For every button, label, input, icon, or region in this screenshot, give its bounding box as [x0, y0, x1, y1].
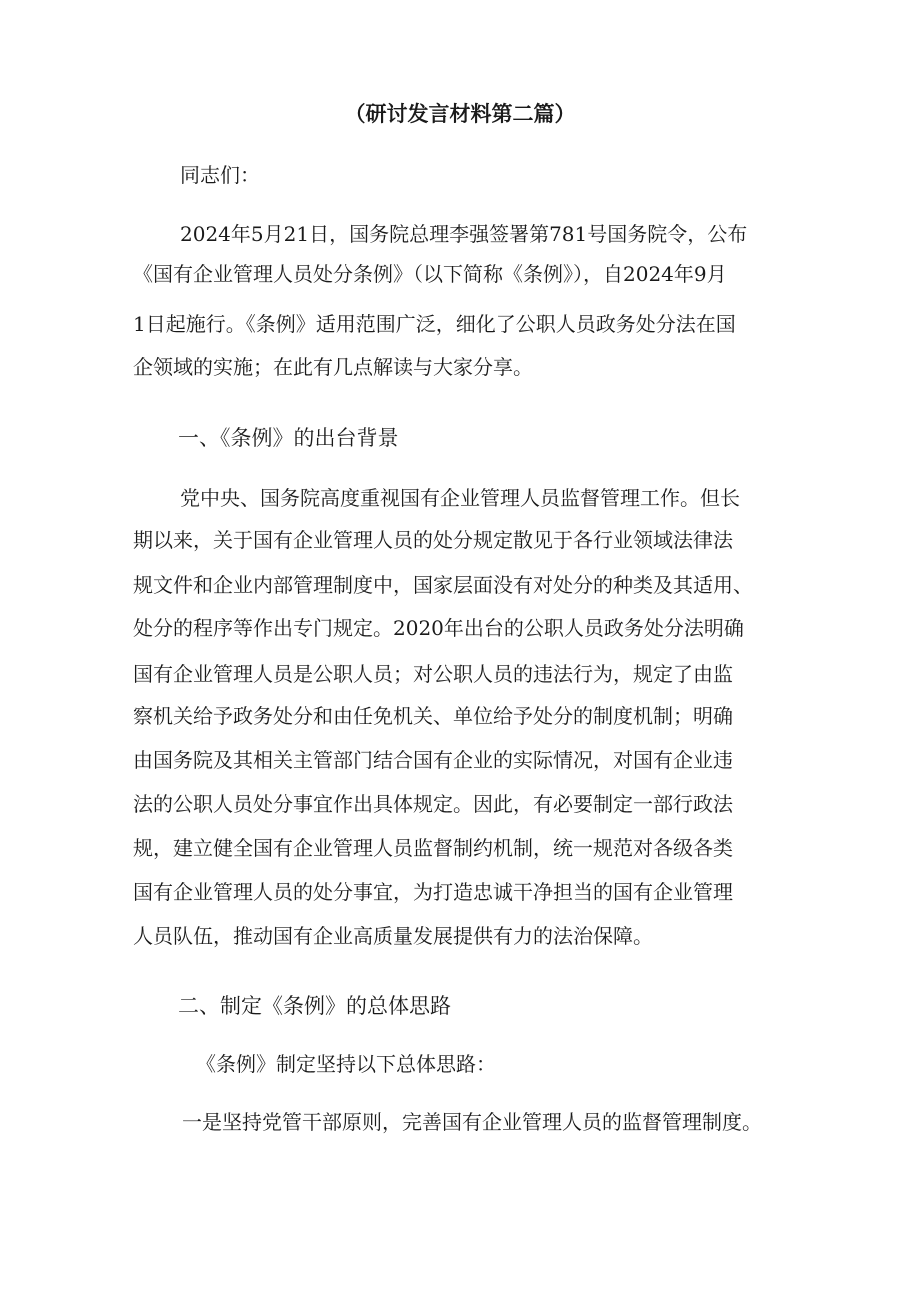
document-title: （研讨发言材料第二篇） [344, 102, 576, 126]
section1-line: 处分的程序等作出专门规定。2020年出台的公职人员政务处分法明确 [133, 616, 744, 640]
section1-line: 党中央、国务院高度重视国有企业管理人员监督管理工作。但长 [180, 486, 740, 510]
section1-line: 由国务院及其相关主管部门结合国有企业的实际情况，对国有企业违 [133, 748, 733, 772]
intro-line: 企领域的实施；在此有几点解读与大家分享。 [133, 355, 533, 379]
salutation: 同志们： [180, 163, 260, 187]
section-heading: 一、《条例》的出台背景 [178, 426, 399, 450]
section1-line: 察机关给予政务处分和由任免机关、单位给予处分的制度机制；明确 [133, 704, 733, 728]
section1-line: 法的公职人员处分事宜作出具体规定。因此，有必要制定一部行政法 [133, 792, 733, 816]
section1-line: 规文件和企业内部管理制度中，国家层面没有对处分的种类及其适用、 [133, 573, 753, 597]
section1-line: 国有企业管理人员的处分事宜，为打造忠诚干净担当的国有企业管理 [133, 880, 733, 904]
section1-line: 规，建立健全国有企业管理人员监督制约机制，统一规范对各级各类 [133, 836, 733, 860]
intro-line: 1日起施行。《条例》适用范围广泛，细化了公职人员政务处分法在国 [133, 312, 736, 336]
section1-line: 人员队伍，推动国有企业高质量发展提供有力的法治保障。 [133, 924, 653, 948]
section1-line: 国有企业管理人员是公职人员；对公职人员的违法行为，规定了由监 [133, 662, 733, 686]
section-heading: 二、制定《条例》的总体思路 [178, 994, 451, 1018]
section2-line: 一是坚持党管干部原则，完善国有企业管理人员的监督管理制度。 [182, 1110, 762, 1134]
section2-line: 《条例》制定坚持以下总体思路： [196, 1052, 496, 1076]
section1-line: 期以来，关于国有企业管理人员的处分规定散见于各行业领域法律法 [133, 528, 733, 552]
intro-line: 《国有企业管理人员处分条例》（以下简称《条例》），自2024年9月 [133, 262, 727, 286]
intro-line: 2024年5月21日，国务院总理李强签署第781号国务院令，公布 [180, 222, 748, 246]
